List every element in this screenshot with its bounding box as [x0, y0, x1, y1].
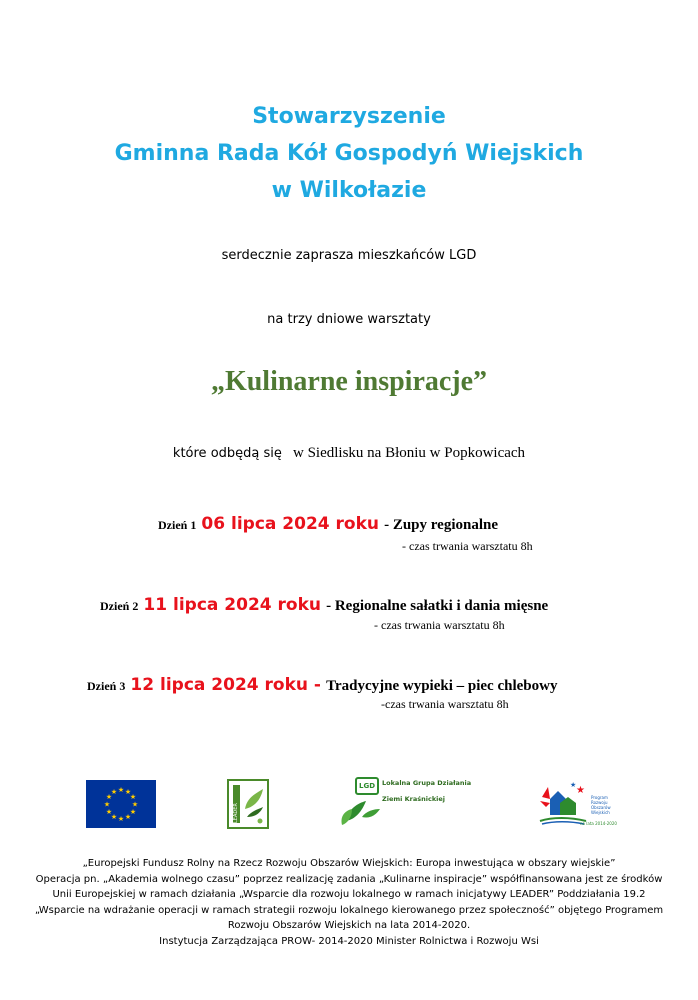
svg-text:★: ★	[105, 793, 113, 801]
footer-line-5: Rozwoju Obszarów Wiejskich na lata 2014-2020.	[227, 920, 471, 931]
svg-text:★: ★	[105, 808, 113, 816]
footer-line-2: Operacja pn. „Akademia wolnego czasu” poprzez realizację zadania „Kulinarne inspiracje” współfinansowana jest ze środków	[35, 873, 663, 885]
svg-text:★: ★	[129, 793, 137, 801]
funding-footer	[20, 856, 678, 949]
svg-text:★: ★	[117, 815, 125, 823]
workshops-intro: na trzy dniowe warsztaty	[267, 312, 431, 327]
svg-text:★: ★	[124, 813, 132, 821]
svg-text:★: ★	[117, 786, 125, 794]
prow-text-4: Wiejskich	[591, 810, 610, 815]
header-line-2: Gminna Rada Kół Gospodyń Wiejskich	[114, 141, 584, 166]
svg-text:★: ★	[103, 800, 111, 809]
day-topic: - Regionalne sałatki i dania mięsne	[326, 598, 549, 614]
svg-text:★: ★	[124, 788, 132, 796]
prow-logo	[536, 777, 626, 833]
prow-text	[591, 795, 611, 815]
lgd-logo	[336, 777, 516, 829]
location-place: w Siedlisku na Błoniu w Popkowicach	[292, 445, 526, 461]
location-line	[0, 442, 698, 462]
header-line-3: w Wilkołazie	[271, 178, 427, 203]
day-1	[158, 514, 498, 534]
footer-line-3: Unii Europejskiej w ramach działania „Wsparcie dla rozwoju lokalnego w ramach inicjatywy LEADER” Poddziałania 19.2	[52, 889, 646, 900]
location-lead: które odbędą się	[172, 446, 282, 461]
svg-text:★: ★	[129, 808, 137, 816]
leader-text: LEADER	[233, 803, 239, 823]
day-2-duration: - czas trwania warsztatu 8h	[374, 618, 505, 632]
prow-text-2: Rozwoju	[591, 800, 608, 805]
lgd-mark: LGD	[358, 782, 376, 790]
day-3-duration: -czas trwania warsztatu 8h	[381, 697, 509, 711]
eu-flag-logo	[86, 780, 156, 832]
invitation-text: serdecznie zaprasza mieszkańców LGD	[221, 248, 477, 263]
prow-text-3: Obszarów	[591, 805, 611, 810]
lgd-name-line-2: Ziemi Kraśnickiej	[382, 795, 446, 803]
day-1-duration: - czas trwania warsztatu 8h	[402, 539, 533, 553]
svg-text:★: ★	[576, 785, 585, 796]
event-title: „Kulinarne inspiracje”	[210, 366, 488, 397]
svg-text:★: ★	[131, 800, 139, 809]
svg-text:★: ★	[110, 788, 118, 796]
day-label: Dzień 3	[87, 679, 126, 693]
leader-logo	[227, 779, 269, 833]
day-date: 11 lipca 2024 roku	[143, 595, 321, 615]
footer-line-1: „Europejski Fundusz Rolny na Rzecz Rozwoju Obszarów Wiejskich: Europa inwestująca w obszary wiejskie”	[82, 858, 616, 869]
lgd-name-line-1: Lokalna Grupa Działania	[382, 779, 472, 787]
day-3	[87, 675, 557, 695]
day-date: 12 lipca 2024 roku -	[130, 675, 321, 695]
day-topic: - Zupy regionalne	[384, 517, 498, 533]
day-label: Dzień 1	[158, 518, 197, 532]
header-line-1: Stowarzyszenie	[252, 104, 446, 129]
svg-text:★: ★	[570, 781, 577, 789]
svg-text:★: ★	[110, 813, 118, 821]
day-2	[100, 595, 548, 615]
footer-line-6: Instytucja Zarządzająca PROW- 2014-2020 Minister Rolnictwa i Rozwoju Wsi	[159, 935, 539, 947]
prow-years: na lata 2014-2020	[580, 821, 617, 826]
day-label: Dzień 2	[100, 599, 139, 613]
prow-text-1: Program	[591, 795, 608, 800]
day-date: 06 lipca 2024 roku	[201, 514, 379, 534]
organization-name	[0, 98, 698, 209]
footer-line-4: „Wsparcie na wdrażanie operacji w ramach strategii rozwoju lokalnego kierowanego przez społeczność” objętego Programem	[34, 904, 664, 916]
day-topic: Tradycyjne wypieki – piec chlebowy	[326, 678, 558, 694]
